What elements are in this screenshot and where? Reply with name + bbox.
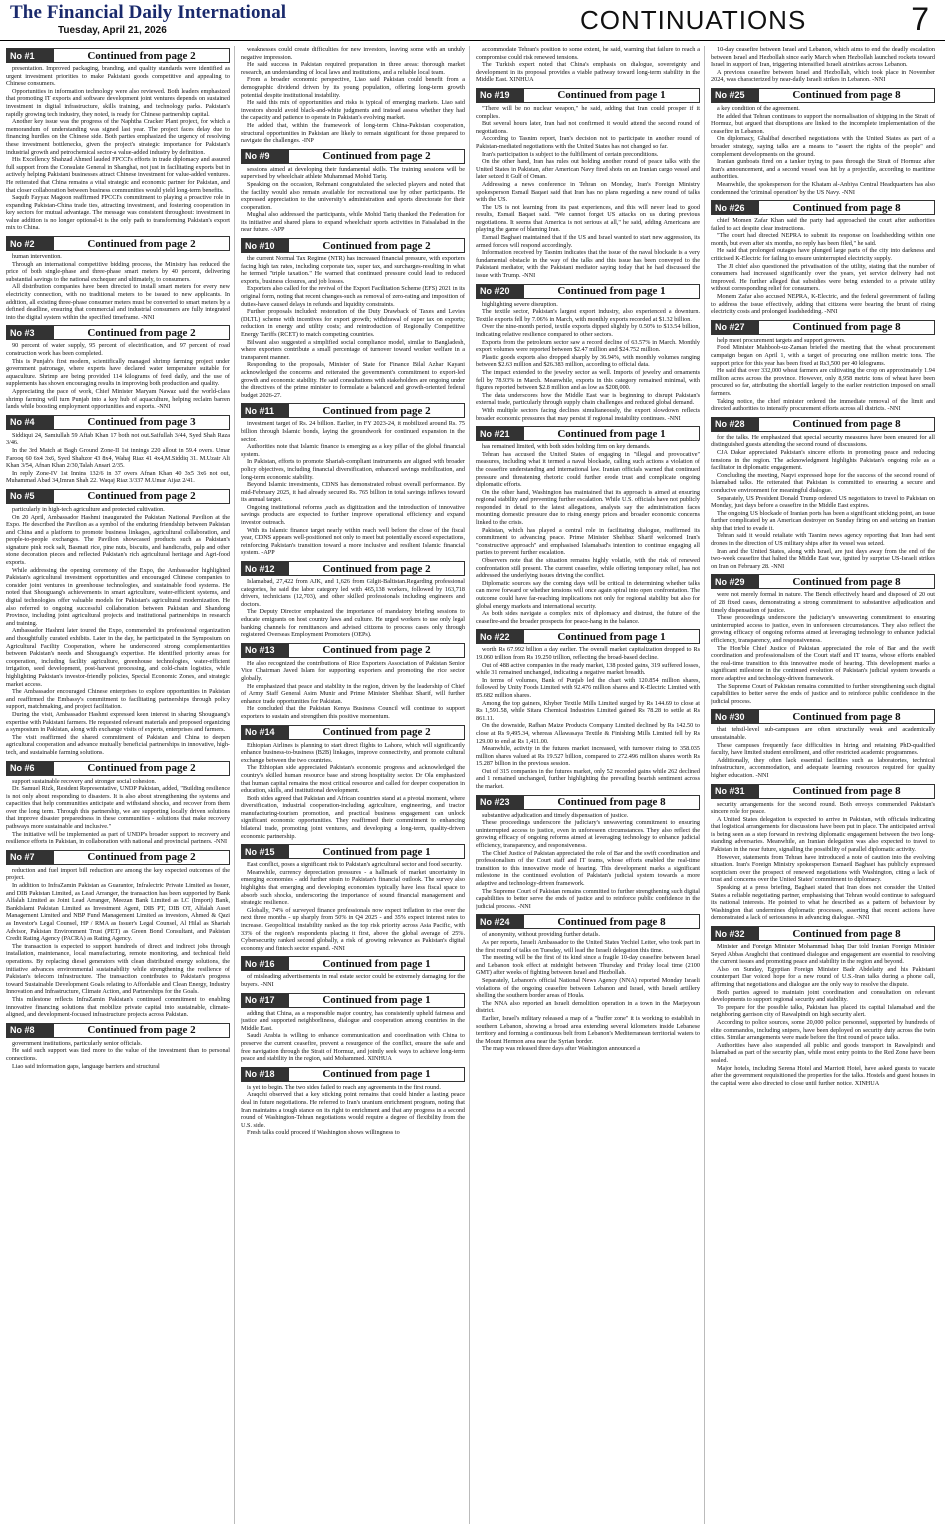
paragraph: chief Momen Zafar Khan said the party had approached the court after authorities failed to act despite clear instructions. (711, 217, 935, 232)
story (6, 415, 230, 485)
story-number: No #3 (6, 325, 54, 340)
story (6, 1023, 230, 1070)
story-number: No #32 (711, 926, 759, 941)
story-header (6, 325, 230, 340)
page-number: 7 (911, 1, 929, 37)
continued-from: Continued from page 2 (54, 325, 230, 340)
paragraph: The Deputy Director emphasized the importance of mandatory briefing sessions to educate emigrants on host country laws and culture. He urged workers to use only legal banking channels for remittances and advised citizens to process cases only through registered Overseas Employment Promoters (OEPs). (241, 608, 465, 639)
story-number: No #12 (241, 561, 289, 576)
story-header (241, 1067, 465, 1082)
paragraph: 10-day ceasefire between Israel and Lebanon, which aims to end the deadly escalation between Israel and Hezbollah since early March when Hezbollah launched rockets toward Israel in support of Iran, triggering intensified Israeli airstrikes across Lebanon. (711, 46, 935, 69)
story-number: No #26 (711, 200, 759, 215)
story (6, 236, 230, 321)
paragraph: The Turkish expert noted that China's emphasis on dialogue, sovereignty and development in its proposal provides a viable pathway toward long-term stability in the Middle East. XINHUA (476, 61, 700, 84)
paragraph: adding that China, as a responsible major country, has consistently upheld fairness and justice and supported neighborliness, dialogue and cooperation among countries in the Middle East. (241, 1009, 465, 1032)
paragraph: Iranian gunboats fired on a tanker trying to pass through the Strait of Hormuz after Iran's announcement, and a second vessel was hit by a projectile, according to maritime authorities. (711, 158, 935, 181)
paragraph: Separately, US President Donald Trump ordered US negotiators to travel to Pakistan on Monday, just days before a ceasefire in the Middle East expires. (711, 494, 935, 510)
paragraph: These campuses frequently face difficulties in hiring and retaining PhD-qualified faculty, have limited student enrollment, and offer restricted academic programmes. (711, 741, 935, 757)
story-header (476, 629, 700, 644)
continued-from: Continued from page 8 (759, 417, 935, 432)
story (6, 48, 230, 232)
paragraph: The visit reaffirmed the shared commitment of Pakistan and China to deepen agricultural cooperation and advance mutually beneficial partnerships in innovative, high-tech, and sustainable farming solutions. (6, 733, 230, 756)
story (241, 725, 465, 841)
columns (6, 46, 939, 1524)
story-header (6, 850, 230, 865)
story (6, 489, 230, 757)
story (241, 643, 465, 721)
continued-from: Continued from page 2 (289, 561, 465, 576)
paragraph: Through an international competitive bidding process, the Ministry has reduced the price of both single-phase and three-phase smart meters by 40 percent, delivering substantial savings to the national exchequer and ultimately, to consumers. (6, 260, 230, 283)
paragraph: Addressing a news conference in Tehran on Monday, Iran's Foreign Ministry spokesperson Esmail Baqaei said that Iran has no plans regarding a new round of talks with the US. (476, 180, 700, 204)
story-number: No #29 (711, 574, 759, 589)
paragraph: As both sides navigate a complex mix of diplomacy and distrust, the future of the ceasefire-and the broader prospects for peace-hang in the balance. (476, 610, 700, 625)
continued-from: Continued from page 8 (524, 914, 700, 929)
story-header (6, 761, 230, 776)
paragraph: Siddiqui 24, Samiullah 59 Aftab Khan 17 both not out.Saifullah 3/44, Syed Shah Raza 3/46. (6, 431, 230, 447)
story-number: No #6 (6, 761, 54, 776)
paragraph: He concluded that the Pakistan Kenya Business Council will continue to support exporters to sustain and strengthen this positive momentum. (241, 705, 465, 720)
story-header (711, 709, 935, 724)
continued-from: Continued from page 8 (759, 320, 935, 335)
story-header (6, 415, 230, 430)
paragraph: is yet to begin. The two sides failed to reach any agreements in the first round. (247, 1083, 441, 1091)
story (241, 1067, 465, 1137)
paragraph: Minister and Foreign Minister Mohammad Ishaq Dar told Iranian Foreign Minister Seyed Abbas Araghchi that continued dialogue and engagement are essential to resolving the current issues and promoting peace and stability in the region and beyond. (711, 943, 935, 966)
paragraph: a key condition of the agreement. (717, 104, 800, 112)
story-header (241, 643, 465, 658)
paragraph: On the other hand, Iran has rules out holding another round of peace talks with the United States in Pakistan, after American Navy fired shots on an Iranian cargo vessel and later seized it Gulf of Oman. (476, 158, 700, 181)
paragraph: Liao said information gaps, language barriers and structural (12, 1062, 160, 1070)
continued-from: Continued from page 8 (759, 784, 935, 799)
story (476, 426, 700, 625)
paragraph: Over the nine-month period, textile exports dipped slightly by 0.50% to $13.54 billion, indicating relative resilience compared to other sectors. (476, 323, 700, 338)
story-number: No #23 (476, 795, 524, 810)
story-number: No #24 (476, 914, 524, 929)
paragraph: CJA Dakar appreciated Pakistan's sincere efforts in promoting peace and reducing tensions in the region. The acknowledgment highlights Pakistan's ongoing role as a facilitator in diplomatic engagement. (711, 448, 935, 472)
paragraph: Meanwhile, the spokesperson for the Khatam al-Anbiya Central Headquarters has also condemned the 'criminal operation' by the US Navy. -NNI (711, 180, 935, 196)
continued-from: Continued from page 2 (289, 725, 465, 740)
story-number: No #10 (241, 238, 289, 253)
masthead (0, 0, 945, 41)
paragraph: Appreciating the pace of work, Chief Minister Maryam Nawaz said the world-class shrimp farming will turn Punjab into a key hub of aquaculture, helping reclaim barren lands while boosting employment opportunities and exports. -NNI (6, 387, 230, 411)
story-header (241, 725, 465, 740)
paragraph: "The court had directed NEPRA to submit its response on loadshedding within one month, but even after six months, no reply has been filed," he said. (711, 232, 935, 247)
paragraph: Iran and the United States, along with Israel, are just days away from the end of the two-week ceasefire that halted the Middle East war, ignited by surprise US-Israeli strikes on Iran on February 28. -NNI (711, 547, 935, 570)
story-number: No #7 (6, 850, 54, 865)
column (241, 46, 470, 1524)
paragraph: investment target of Rs. 24 billion. Earlier, in FY 2023-24, it mobilized around Rs. 75 billion through Islamic bonds, laying the groundwork for continued expansion in the sector. (241, 420, 465, 443)
paragraph: In reply Zone-IV 1st Innins 132/6 in 37 overs Afnan Khan 40 3x5 3x6 not out, Muhammad Abad 34,Imran Shah 22. Waqaj Riaz 3/337 M.Umar Aijaz 2/41. (6, 469, 230, 485)
paragraph: All distribution companies have been directed to install smart meters for every new electricity connection, with no traditional meters to be issued to new applicants. In addition, all existing three-phase consumer meters must be converted to smart meters by a defined deadline, ensuring that commercial and industrial consumers are fully integrated into the digital system within the specified timeframe. -NNI (6, 283, 230, 321)
paragraph: He said success in Pakistan required preparation in three areas: thorough market research, an understanding of local laws and institutions, and a reliable local team. (241, 61, 465, 76)
paragraph: Further proposals included: restoration of the Duty Drawback of Taxes and Levies (DLTL) scheme with incentives for export growth; withdrawal of super tax on exports; reduction in energy and utility costs; and reintroduction of Regionally Competitive Energy Tariffs (RCET) to match competing countries. (241, 308, 465, 338)
story-header (6, 236, 230, 251)
story (476, 46, 700, 84)
paragraph: The Supreme Court of Pakistan remains committed to further strengthening such digital capabilities to better serve the ends of justice and to reinforce public confidence in the judicial process. (711, 682, 935, 705)
continued-from: Continued from page 2 (54, 489, 230, 504)
story-number: No #13 (241, 643, 289, 658)
story-header (241, 844, 465, 859)
paragraph: He said that over 332,000 wheat farmers are cultivating the crop on approximately 1.94 million acres across the province. However, only 8,958 metric tons of wheat have been procured so far, attributing the shortfall largely to the earlier restriction imposed on small farmers. (711, 367, 935, 397)
continued-from: Continued from page 1 (524, 426, 700, 441)
continued-from: Continued from page 8 (759, 200, 935, 215)
story-header (711, 320, 935, 335)
story-header (476, 795, 700, 810)
paragraph: Plastic goods exports also dropped sharply by 36.94%, with monthly volumes ranging between $2.63 million and $26.383 million, according to official data. (476, 353, 700, 369)
paragraph: The Ambassador encouraged Chinese enterprises to explore opportunities in Pakistan and reaffirmed the Embassy's commitment to facilitating partnerships through policy support, matchmaking, and project facilitation. (6, 688, 230, 711)
paragraph: From a broader economic perspective, Liao said Pakistan could benefit from a demographic dividend driven by its young population, offering long-term growth potential despite institutional instability. (241, 76, 465, 99)
story-number: No #20 (476, 284, 524, 299)
story (711, 200, 935, 316)
story (711, 784, 935, 923)
story-header (711, 784, 935, 799)
paragraph: Diplomatic sources say the coming days will be critical in determining whether talks can move forward or whether tensions will once again spiral into open confrontation. The outcome could have far-reaching implications not only for regional stability but also for global energy markets and international security. (476, 579, 700, 610)
continued-from: Continued from page 1 (289, 993, 465, 1008)
paragraph: Food Minister Mahboob-uz-Zaman briefed the meeting that the wheat procurement campaign began on April 1, with a target of procuring one million metric tons. The support price for this year has been fixed at Rs3,500 per 40 kilograms. (711, 344, 935, 367)
paragraph: The US is not learning from its past experiences, and this will never lead to good results, Esmail Baqaei said. "We cannot forget US attacks on us during previous negotiations. It seems that America is not serious at all," he said, adding Americans are playing the game of blaming Iran. (476, 203, 700, 234)
paragraph: On the downside, Rafhan Maize Products Company Limited declined by Rs 142.50 to close at Rs 9,495.34, whereas Allawasaya Textile & Finishing Mills Limited fell by Rs 129.00 to end at Rs 1,411.00. (476, 722, 700, 745)
story-number: No #2 (6, 236, 54, 251)
story-header (241, 561, 465, 576)
paragraph: of misleading advertisements in real estate sector could be extremely damaging for the buyers. -NNI (241, 973, 465, 988)
story-header (711, 926, 935, 941)
paragraph: reduction and fuel import bill reduction are among the key expected outcomes of the project. (6, 866, 230, 882)
paragraph: Speaking at a press briefing, Baghaei stated that Iran does not consider the United States a reliable negotiating partner, emphasising that Tehran would continue to safeguard its national interests. He pointed to what he described as a pattern of behaviour by Washington that undermines diplomatic processes, asserting that recent actions have demonstrated a lack of seriousness in advancing dialogue. -NNI (711, 884, 935, 922)
story-number: No #11 (241, 403, 289, 418)
story (476, 914, 700, 1053)
paragraph: highlighting severe disruption. (482, 300, 558, 308)
story-header (6, 48, 230, 63)
paragraph: security arrangements for the second round. Both envoys commended Pakistan's sincere role for peace. (711, 800, 935, 816)
story (711, 46, 935, 84)
paragraph: On diplomacy, Ghalibaf described negotiations with the United States as part of a broader strategy, saying talks are a means to "assert the rights of the people" and complement developments on the ground. (711, 135, 935, 158)
paragraph: In addition to InfraZamin Pakistan as Guarantor, Infralectric Private Limited as Issuer, and DIB Pakistan Limited, as Lead Arranger, the transaction has been supported by Bank Alfalah Limited as Joint Lead Arranger, Meezan Bank Limited as LC (Import) Bank, BankIslami Pakistan Limited as Investment Agent, DIB PT, DIB OT, Alfalah Asset Management Limited and NBP Fund Management Limited as investors, Ahmed & Qazi as Investor's Legal Counsel, HP / RMA as Issuer's Legal Counsel, Al Hilal as Shariah Advisor, Pakistan Environment Trust (PET) as Green Bond Consultant, and Pakistan Credit Rating Agency (PACRA) as Rating Agency. (6, 882, 230, 943)
story-number: No #15 (241, 844, 289, 859)
paragraph: Taking notice, the chief minister ordered the immediate removal of the limit and directed authorities to intensify procurement efforts across all districts. -NNI (711, 397, 935, 413)
story-header (6, 1023, 230, 1038)
story-number: No #22 (476, 629, 524, 644)
column (711, 46, 939, 1524)
paragraph: accommodate Tehran's position to some extent, he said, warning that failure to reach a compromise could risk renewed tensions. (476, 46, 700, 61)
paragraph: With multiple sectors facing declines simultaneously, the export slowdown reflects broader economic pressures that may persist if regional instability continues. -NNI (476, 406, 700, 422)
continued-from: Continued from page 8 (759, 926, 935, 941)
story-header (241, 956, 465, 971)
story (476, 284, 700, 423)
paragraph: for the talks. He emphasized that special security measures have been ensured for all distinguished guests attending the second round of discussions. (711, 433, 935, 449)
paragraph: Saquib Fayyaz Magoon reaffirmed FPCCI's commitment to playing a proactive role in expanding Pakistan-China trade ties, attracting investment, and fostering cooperation in key sectors for mutual advantage. The message was consistent throughout: investment in value addition is no longer optional-it is the only path to transforming Pakistan's export mix to China. (6, 194, 230, 232)
story (476, 795, 700, 911)
paragraph: help meet procurement targets and support growers. (717, 336, 846, 344)
paragraph: Esmail Baghaei maintained that if the US and Israel wanted to start new aggression, its armed forces will respond accordingly. (476, 234, 700, 249)
paragraph: Exporters also called for the revival of the Export Facilitation Scheme (EFS) 2021 in its original form, noting that recent changes-such as removal of zero-rating and imposition of duties-have caused delays in refunds and liquidity constraints. (241, 285, 465, 308)
paragraph: Araqchi observed that a key sticking point remains that could hinder a lasting peace deal in future negotiations. He referred to Iran's uranium enrichment program, noting that Iran maintains a tough stance on its right to enrichment and that any progress in a second round of Washington-Tehran negotiations would require a degree of flexibility from the U.S. side. (241, 1091, 465, 1129)
continued-from: Continued from page 1 (289, 844, 465, 859)
paragraph: Exports from the petroleum sector saw a record decline of 63.57% in March. Monthly export volumes were reported between $2.47 million and $24.752 million. (476, 338, 700, 354)
paragraph: He said such support was tied more to the value of the investment than to personal connections. (6, 1047, 230, 1062)
story-header (241, 238, 465, 253)
story-header (476, 88, 700, 103)
story (476, 629, 700, 790)
story (6, 761, 230, 846)
continued-from: Continued from page 2 (54, 850, 230, 865)
paragraph: Bilwani also suggested a simplified social compliance model, similar to Bangladesh, where exporters contribute a small percentage of turnover toward worker welfare in a transparent manner. (241, 338, 465, 361)
paragraph: With its Islamic finance target nearly within reach well before the close of the fiscal year, CDNS appears well-positioned not only to meet but potentially exceed expectations, reinforcing Pakistan's transition toward a more inclusive and resilient Islamic financial system. -APP (241, 526, 465, 557)
paragraph: He added that, within the framework of long-term China-Pakistan cooperation, structural opportunities in Pakistan are likely to remain significant for those prepared to navigate the challenges. -INP (241, 121, 465, 145)
paragraph: A previous ceasefire between Israel and Hezbollah, which took place in November 2024, was characterized by near-daily Israeli strikes in Lebanon. -NNI (711, 68, 935, 84)
paragraph: While addressing the opening ceremony of the Expo, the Ambassador highlighted Pakistan's agricultural investment opportunities and encouraged Chinese companies to consider joint ventures in greenhouse technologies, and sustainable food systems. He noted that Shouguang's achievements in smart agriculture, water-efficient systems, and digital technologies offer valuable models for Pakistan's agricultural modernization. He also referred to ongoing successful collaboration between Pakistan and Shandong Province, including joint agricultural projects and institutional partnerships in research and training. (6, 566, 230, 627)
continued-from: Continued from page 8 (759, 574, 935, 589)
continued-from: Continued from page 2 (289, 403, 465, 418)
newspaper-title: The Financial Daily International (10, 2, 287, 23)
story-header (476, 914, 700, 929)
paragraph: Meanwhile, currency depreciation pressures - a hallmark of market uncertainty in emerging economies - add further strain to Pakistan's financial outlook. The survey also highlights that emerging and developing economies typically have less fiscal space to absorb such shocks, underscoring the importance of sound financial management and strategic resilience. (241, 868, 465, 907)
paragraph: Monem Zafar also accused NEPRA, K-Electric, and the federal government of failing to address the issue effectively, adding that citizens were bearing the brunt of rising electricity costs and prolonged loadshedding. -NNI (711, 293, 935, 316)
continued-from: Continued from page 2 (289, 238, 465, 253)
story (241, 238, 465, 399)
story-number: No #25 (711, 88, 759, 103)
continued-from: Continued from page 1 (289, 956, 465, 971)
story-header (476, 426, 700, 441)
continued-from: Continued from page 2 (289, 149, 465, 164)
paragraph: According to Tasnim report, Iran's decision not to participate in another round of Pakistan-mediated negotiations with the United States has not changed so far. (476, 135, 700, 150)
paragraph: government institutions, particularly senior officials. (12, 1039, 143, 1047)
paragraph: Concluding the meeting, Naqvi expressed hope for the success of the second round of Islamabad talks. He reiterated that Pakistan is committed to ensuring a secure and conducive environment for meaningful dialogue. (711, 471, 935, 494)
paragraph: The JI chief also questioned the privatisation of the utility, stating that the number of consumers had increased significantly over the years, yet service delivery had not improved. He further alleged that subsidies were being extended to a private utility without corresponding relief for consumers. (711, 262, 935, 293)
paragraph: Another key issue was the progress of the Naphtha Cracker Plant project, for which a memorandum of understanding was signed last year. The project faces delay due to financing hurdles on the Chinese side. Both parties emphasized the urgency of resolving these investment bottlenecks, given the project's strategic importance for Pakistan's industrial growth and petrochemical sector-a value-added industry by definition. (6, 118, 230, 156)
paragraph: However, statements from Tehran have introduced a note of caution into the evolving situation. Iran's Foreign Ministry spokesperson Esmaeil Baghaei has publicly expressed scepticism over the prospect of renewed negotiations with Washington, citing a lack of trust and concerns over the United States' commitment to diplomacy. (711, 853, 935, 884)
story (241, 844, 465, 952)
paragraph: Pakistan, which has played a central role in facilitating dialogue, reaffirmed its commitment to advancing peace. Prime Minister Shehbaz Sharif welcomed Iran's "constructive approach" and emphasised Islamabad's intention to continue engaging all parties to prevent further escalation. (476, 526, 700, 557)
paragraph: The Supreme Court of Pakistan remains committed to further strengthening such digital capabilities to better serve the ends of justice and to reinforce public confidence in the judicial process. -NNI (476, 887, 700, 910)
story (476, 88, 700, 280)
paragraph: Separately, Lebanon's official National News Agency (NNA) reported Monday Israeli violations of the ongoing ceasefire between Lebanon and Israel, with Israeli artillery shelling the southern border areas of Houla. (476, 976, 700, 1000)
paragraph: Ongoing institutional reforms ,such as digitization and the introduction of innovative savings products are expected to further improve operational efficiency and expand investor outreach. (241, 503, 465, 527)
story-number: No #8 (6, 1023, 54, 1038)
paragraph: He also recognized the contributions of Rice Exporters Association of Pakistan Senior Vice Chairman Javed Islam for supporting exporters and promoting the rice sector globally. (241, 659, 465, 682)
continued-from: Continued from page 2 (54, 761, 230, 776)
paragraph: To prepare for the possible talks, Pakistan has placed its capital Islamabad and the neighboring garrison city of Rawalpindi on high security alert. (711, 1003, 935, 1019)
paragraph: Mughal also addressed the participants, while Mohid Tariq thanked the Federation for its initiative and shared plans to expand wheelchair sports activities in Faisalabad in the near future. -APP (241, 211, 465, 234)
paragraph: This milestone reflects InfraZamin Pakistan's continued commitment to enabling innovative financing solutions that mobilize private capital into sustainable, climate-aligned, and development-focused infrastructure projects across Pakistan. (6, 995, 230, 1019)
story-header (711, 88, 935, 103)
paragraph: He said that prolonged outages have plunged large parts of the city into darkness and criticised K-Electric for failing to ensure uninterrupted electricity supply. (711, 247, 935, 263)
paragraph: He added that Tehran continues to support the normalisation of shipping in the Strait of Hormuz, but argued that disruptions are linked to the incomplete implementation of the ceasefire in Lebanon. (711, 112, 935, 135)
paragraph: But several hours later, Iran had not confirmed it would attend the second round of negotiations. (476, 120, 700, 135)
paragraph: has remained limited, with both sides holding firm on key demands. (482, 443, 651, 451)
story-header (241, 993, 465, 1008)
paragraph: The transaction is expected to support hundreds of direct and indirect jobs through installation, maintenance, local manufacturing, remote monitoring, and technical field operations. By replacing diesel generators with clean distributed energy solutions, the initiative advances environmental sustainability while strengthening the resilience of Pakistan's telecom infrastructure. The transaction contributes to Pakistan's progress toward Sustainable Development Goals relating to Affordable and Clean Energy, Industry Innovation and Infrastructure, Climate Action, and Partnerships for the Goals. (6, 942, 230, 996)
continued-from: Continued from page 1 (524, 284, 700, 299)
paragraph: Beyond Islamic investments, CDNS has demonstrated robust overall performance. By mid-February 2025, it had already secured Rs. 765 billion in total savings inflows toward its annual target. (241, 481, 465, 504)
paragraph: Major hotels, including Serena Hotel and Marriott Hotel, have asked guests to vacate after the government requisitioned the properties for the talks. Hostels and guest houses in the capital were also directed to close until further notice. XINHUA (711, 1064, 935, 1087)
paragraph: Authorities note that Islamic finance is emerging as a key pillar of the global financial system. (241, 443, 465, 458)
column (6, 46, 235, 1524)
story-number: No #1 (6, 48, 54, 63)
story (711, 320, 935, 413)
story-number: No #21 (476, 426, 524, 441)
paragraph: substantive adjudication and timely dispensation of justice. (482, 811, 629, 819)
paragraph: Meanwhile, activity in the futures market increased, with turnover rising to 358.035 million shares valued at Rs 19.527 billion, compared to 272.496 million shares worth Rs 15.287 billion in the previous session. (476, 745, 700, 768)
story-number: No #19 (476, 88, 524, 103)
story (6, 850, 230, 1019)
paragraph: The textile sector, Pakistan's largest export industry, also experienced a downturn. Textile exports fell by 7.06% in March, with monthly exports recorded at $1.32 billion. (476, 308, 700, 323)
continued-from: Continued from page 1 (524, 88, 700, 103)
paragraph: support sustainable recovery and stronger social cohesion. (12, 777, 157, 785)
paragraph: East conflict, poses a significant risk to Pakistan's agricultural sector and food security. (247, 861, 463, 869)
paragraph: Iran's participation is subject to the fulfillment of certain preconditions. (482, 150, 659, 158)
story-number: No #5 (6, 489, 54, 504)
story-number: No #30 (711, 709, 759, 724)
continued-from: Continued from page 8 (759, 709, 935, 724)
paragraph: The ongoing US blockade of Iranian ports has been a significant sticking point, an issue further complicated by an American destroyer on Sunday firing on and seizing an Iranian ship that tried to evade it. (711, 509, 935, 532)
paragraph: 90 percent of water supply, 95 percent of electrification, and 97 percent of road construction work has been completed. (6, 342, 230, 357)
story-header (711, 574, 935, 589)
paragraph: The impact extended to the jewelry sector as well. Imports of jewelry and ornaments fell by 78.93% in March. Meanwhile, exports in this category remained minimal, with figures reported between $2.8 million and as low as $208,000. (476, 368, 700, 392)
story (711, 417, 935, 571)
paragraph: Opportunities in information technology were also reviewed. Both leaders emphasized that promoting IT exports and software development joint ventures depends on sustained investment in digital infrastructure, skills training, and technology parks. Pakistan's rapidly growing tech industry, they noted, is ready for Chinese partnership capital. (6, 87, 230, 118)
paragraph: Additionally, they often lack essential facilities such as laboratories, technical infrastructure, accommodation, and adequate learning resources required for quality higher education. -NNI (711, 756, 935, 779)
paragraph: Out of 488 active companies in the ready market, 138 posted gains, 319 suffered losses, while 31 remained unchanged, indicating a negative market breadth. (476, 661, 700, 677)
paragraph: Tehran said it would retaliate with Tasnim news agency reporting that Iran had sent drones in the direction of US military ships after its vessel was seized. (711, 532, 935, 548)
paragraph: Responding to the proposals, Minister of State for Finance Bilal Azhar Kayani acknowledged the concerns and reiterated the government's commitment to export-led growth and economic stability. He said consultations with stakeholders are ongoing under the directives of the prime minister to formulate a balanced and growth-oriented federal budget 2026-27. (241, 361, 465, 399)
continued-from: Continued from page 8 (759, 88, 935, 103)
story (711, 574, 935, 705)
paragraph: Information received by Tasnim indicates that the issue of the naval blockade is a very fundamental obstacle in the way of the talks and this issue has been conveyed to the Pakistani mediator, with the Pakistani mediator saying today that he had discussed the issue with Trump. -NNI (476, 249, 700, 280)
paragraph: He said this mix of opportunities and risks is typical of emerging markets. Liao said investors should avoid black-and-white judgments and instead assess whether they had the capacity and patience to operate in Pakistan's evolving market. (241, 99, 465, 122)
paragraph: Observers note that the situation remains highly volatile, with the risk of renewed confrontation still present. The current ceasefire, while offering temporary relief, has not addressed the underlying issues driving the conflict. (476, 557, 700, 580)
paragraph: human intervention. (12, 253, 62, 261)
story (711, 88, 935, 196)
paragraph: Earlier, Israel's military released a map of a "buffer zone" it is working to establish in southern Lebanon, showing a broad area extending several kilometers inside Lebanese territory and forming a continuous belt from Lebanon's Mediterranean territorial waters to the Mount Hermon area near the Syrian border. (476, 1014, 700, 1045)
paragraph: The data underscores how the Middle East war is beginning to disrupt Pakistan's external trade, particularly through supply chain challenges and reduced global demand. (476, 391, 700, 407)
story-header (241, 403, 465, 418)
story-header (476, 284, 700, 299)
story (241, 993, 465, 1063)
issue-date: Tuesday, April 21, 2026 (58, 25, 167, 36)
paragraph: were not merely formal in nature. The Bench effectively heard and disposed of 20 out of 28 fixed cases, demonstrating a strong commitment to substantive adjudication and timely dispensation of justice. (711, 591, 935, 614)
story-header (711, 200, 935, 215)
continued-from: Continued from page 3 (54, 415, 230, 430)
continued-from: Continued from page 2 (54, 236, 230, 251)
paragraph: This is Punjab's first modern, scientifically managed shrimp farming project under government patronage, where experts have declared water temperature suitable for aquaculture. Shrimp are being provided 114 kilograms of feed daily, and the use of supplements has shown encouraging results in improving both production and quality. (6, 357, 230, 388)
paragraph: Authorities have also suspended all public and goods transport in Rawalpindi and Islamabad as part of the security plan, while most entry points to the Red Zone have been sealed. (711, 1041, 935, 1064)
continued-from: Continued from page 1 (289, 1067, 465, 1082)
paragraph: His Excellency Shahzad Ahmed lauded FPCCI's efforts in trade diplomacy and assured full support from the Consulate General in Shanghai, not just in facilitating exports but in actively helping Pakistani businesses attract Chinese investment for value-added ventures. He reiterated that China remains a vital strategic and economic partner for Pakistan, and that closer collaboration between business communities would yield long-term benefits. (6, 156, 230, 194)
paragraph: On the other hand, Washington has maintained that its approach is aimed at ensuring regional stability and preventing further escalation. While U.S. officials have not publicly responded in detail to the latest allegations, analysts say the administration faces mounting domestic pressure due to rising energy prices and broader economic concerns linked to the crisis. (476, 488, 700, 527)
paragraph: The Chief Justice of Pakistan appreciated the role of Bar and the swift coordination and professionalism of the Court staff and IT teams, whose efforts enabled the real-time transition to this innovative mode of hearing. This development marks a significant milestone in the continued evolution of Pakistan's judicial system towards a more adaptive and technology-driven framework. (476, 849, 700, 887)
paragraph: Islamabad, 27,422 from AJK, and 1,626 from Gilgit-Baltistan.Regarding professional categories, he said the labor category led with 465,138 workers, followed by 163,718 drivers, technicians (12,703), and other skilled professionals including engineers and doctors. (241, 578, 465, 608)
paragraph: During the visit, Ambassador Hashmi expressed keen interest in sharing Shouguang's expertise with Pakistani farmers. He requested relevant materials and proposed organizing a symposium in Pakistan, along with exchange visits of experts, enterprises and farmers. (6, 710, 230, 734)
paragraph: "There will be no nuclear weapon," he said, adding that Iran could prosper if it complies. (476, 104, 700, 120)
story-number: No #17 (241, 993, 289, 1008)
paragraph: Speaking on the occasion, Rehmani congratulated the selected players and noted that the facility would also remain available for recreational use by other participants. He expressed appreciation to the university's administration and sports directorate for their cooperation. (241, 180, 465, 211)
story-number: No #14 (241, 725, 289, 740)
paragraph: These proceedings underscore the judiciary's unwavering commitment to ensuring uninterrupted access to justice, even in unforeseen circumstances. They also reflect the growing efficacy of ongoing reforms aimed at leveraging technology to enhance judicial efficiency, transparency, and responsiveness. (711, 614, 935, 644)
paragraph: Fresh talks could proceed if Washington shows willingness to (247, 1129, 400, 1137)
paragraph: Ethiopian Airlines is planning to start direct flights to Lahore, which will significantly enhance business-to-business (B2B) linkages, improve connectivity, and promote cultural exchange between the two countries. (241, 741, 465, 764)
paragraph: weaknesses could create difficulties for new investors, leaving some with an unduly negative impression. (241, 46, 465, 61)
column (476, 46, 705, 1524)
story-number: No #9 (241, 149, 289, 164)
paragraph: He emphasized that peace and stability in the region, driven by the leadership of Chief of Army Staff General Asim Munir and Prime Minister Shehbaz Sharif, will further enhance trade opportunities for Pakistan. (241, 682, 465, 705)
paragraph: Globally, 74% of surveyed finance professionals now expect inflation to rise over the next three months - up sharply from 50% in Q4 2025 - and 35% expect interest rates to increase. Geopolitical instability ranked as the top risk priority across Asia Pacific, with 33% of the region's respondents placing it first, above the global average of 25%. Cybersecurity ranked second globally, a risk of growing relevance as Pakistan's digital economy and fintech sector expand. -NNI (241, 906, 465, 952)
paragraph: Ambassador Hashmi later toured the Expo, commended its professional organization and thoughtfully curated exhibits. Later in the day, he participated in the Symposium on Agricultural Facility Cooperation, where he underscored strong complementarities between Pakistan's needs and Shouguang's expertise. He identified priority areas for cooperation, including facility agriculture, greenhouse technologies, water-efficient irrigation, seed development, post-harvest processing, and cold-chain logistics, while highlighting Pakistan's investor-friendly policies, Special Economic Zones, and strategic market access. (6, 627, 230, 688)
paragraph: Among the top gainers, Khyber Textile Mills Limited surged by Rs 144.69 to close at Rs 1,591.58, while Sitara Chemical Industries Limited gained Rs 78.28 to settle at Rs 861.11. (476, 699, 700, 722)
continued-from: Continued from page 1 (524, 629, 700, 644)
story (711, 709, 935, 779)
paragraph: Out of 315 companies in the futures market, only 52 recorded gains while 262 declined and 1 remained unchanged, further highlighting the prevailing bearish sentiment across the market. (476, 767, 700, 791)
story-number: No #28 (711, 417, 759, 432)
story (241, 46, 465, 145)
story-header (711, 417, 935, 432)
paragraph: the current Normal Tax Regime (NTR) has increased financial pressure, with exporters facing high tax rates, including corporate tax, super tax, and surcharges-resulting in what he termed "triple taxation." He warned that continued pressure could lead to reduced exports, business closures, and job losses. (241, 255, 465, 285)
story-number: No #16 (241, 956, 289, 971)
paragraph: In the 3rd Match at Bagh Ground Zone-II 1st innings 220 allout in 59.4 overs. Umar Farooq 60 6x4 3x6, Syed Shahzor 43 8x4, Wahaj Riaz 41 4x4,M.Siddiq 31. M.Uzair Ali Khan 3/54, Afnan Khan 2/30,Talah Ansari 2/35. (6, 446, 230, 470)
paragraph: A United States delegation is expected to arrive in Pakistan, with officials indicating that logistical arrangements for discussions have been put in place. The anticipated arrival is being seen as a step forward in reviving diplomatic engagement between the two long-standing adversaries. Meanwhile, an Iranian delegation was also expected to travel to Pakistan in the near future, signalling the possibility of parallel diplomatic activity. (711, 815, 935, 854)
paragraph: In Pakistan, efforts to promote Shariah-compliant instruments are aligned with broader policy objectives, including financial diversification, enhanced savings mobilization, and long-term economic stability. (241, 458, 465, 481)
continued-from: Continued from page 2 (54, 1023, 230, 1038)
story-number: No #4 (6, 415, 54, 430)
paragraph: of anonymity, without providing further details. (482, 931, 600, 939)
paragraph: that tehsil-level sub-campuses are often structurally weak and academically unsustainable. (711, 726, 935, 741)
paragraph: particularly in high-tech agriculture and protected cultivation. (12, 505, 165, 513)
paragraph: These proceedings underscore the judiciary's unwavering commitment to ensuring uninterrupted access to justice, even in unforeseen circumstances. They also reflect the growing efficacy of ongoing reforms aimed at leveraging technology to enhance judicial efficiency, transparency, and responsiveness. (476, 819, 700, 850)
paragraph: Dr. Samuel Rizk, Resident Representative, UNDP Pakistan, added, "Building resilience is not only about responding to disasters. It is also about strengthening the systems and capacities that help communities anticipate and withstand shocks, and recover from them over the long term. Through this partnership, we are supporting locally driven solutions that improve disaster preparedness in these communities - solutions that make recovery pathways more sustainable and inclusive." (6, 785, 230, 831)
story-number: No #18 (241, 1067, 289, 1082)
paragraph: The NNA also reported an Israeli demolition operation in a town in the Marjeyoun district. (476, 999, 700, 1015)
paragraph: According to police sources, some 20,000 police personnel, supported by hundreds of elite commandos, including snipers, have been deployed on security duty across the twin cities. Similar arrangements were made before the first round of peace talks. (711, 1018, 935, 1042)
paragraph: The initiative will be implemented as part of UNDP's broader support to recovery and resilience efforts in Pakistan, in collaboration with national and provincial partners. -NNI (6, 830, 230, 846)
continued-from: Continued from page 8 (524, 795, 700, 810)
paragraph: As per reports, Israeli Ambassador to the United States Yechiel Leiter, who took part in the first round of talks on Tuesday, will lead the Israeli delegation this time. (476, 938, 700, 954)
story (241, 403, 465, 557)
paragraph: worth Rs 67.992 billion a day earlier. The overall market capitalization dropped to Rs 19.060 trillion from Rs 19.250 trillion, reflecting the broad-based decline. (476, 646, 700, 661)
story (241, 561, 465, 639)
story-header (241, 149, 465, 164)
story (711, 926, 935, 1087)
story-number: No #31 (711, 784, 759, 799)
paragraph: presentation. Improved packaging, branding, and quality standards were identified as urgent investment priorities to make Pakistani goods competitive and appealing to Chinese consumers. (6, 65, 230, 88)
paragraph: The meeting will be the first of its kind since a fragile 10-day ceasefire between Israel and Lebanon took effect at midnight between Thursday and Friday local time (2100 GMT) after weeks of fighting between Israel and Hezbollah. (476, 954, 700, 977)
section-title: CONTINUATIONS (580, 5, 807, 35)
paragraph: Saudi Arabia is willing to enhance communication and coordination with China to preserve the current ceasefire, prevent a resurgence of the conflict, ensure the safe and free navigation through the Strait of Hormuz, and jointly seek ways to achieve long-term peace and stability in the region, said Mohammed. XINHUA (241, 1032, 465, 1063)
story-header (6, 489, 230, 504)
story (6, 325, 230, 410)
paragraph: Both sides agreed that Pakistan and African countries stand at a pivotal moment, where diversification, industrial cooperation-including agriculture, engineering, and tractor manufacturing-tourism promotion, and practical business engagement can unlock significant economic opportunities. They reaffirmed their commitment to enhancing bilateral trade, promoting joint ventures, and developing a long-term, quality-driven economic partnership. (241, 794, 465, 840)
paragraph: On 20 April, Ambassador Hashmi inaugurated the Pakistan National Pavilion at the Expo. He described the Pavilion as a symbol of the enduring friendship between Pakistan and China and a platform to promote business linkages, agricultural collaboration, and people-to-people exchanges. The Pavilion showcased products such as Pakistan's signature pink rock salt, Basmati rice, pine nuts, biscuits, and handicrafts, pulp and other stone decoration pieces and reflected Pakistan's rich agricultural heritage and Agri-food exports. (6, 513, 230, 567)
paragraph: In terms of volumes, Bank of Punjab led the chart with 120.854 million shares, followed by Unity Foods Limited with 92.476 million shares and K-Electric Limited with 85.682 million shares. (476, 676, 700, 699)
story (241, 149, 465, 234)
paragraph: Both parties agreed to maintain joint coordination and consultation on relevant developments to support regional security and stability. (711, 988, 935, 1004)
continued-from: Continued from page 2 (54, 48, 230, 63)
paragraph: The map was released three days after Washington announced a (482, 1045, 640, 1053)
paragraph: The Ethiopian side appreciated Pakistan's economic progress and acknowledged the country's skilled human resource base and strong hospitality sector. Dr Ola emphasized that human capital remains the most critical resource and called for deeper cooperation in education, skills, and institutional development. (241, 764, 465, 795)
story-number: No #27 (711, 320, 759, 335)
paragraph: Also on Sunday, Egyptian Foreign Minister Badr Abdelatty and his Pakistani counterpart Dar voiced hope for a new round of U.S.-Iran talks during a phone call, affirming that negotiations and dialogue are the only way to resolve the dispute. (711, 965, 935, 988)
story (241, 956, 465, 988)
paragraph: sessions aimed at developing their fundamental skills. The training sessions will be supervised by wheelchair athlete Muhammad Mohid Tariq. (241, 165, 465, 181)
paragraph: Tehran has accused the United States of engaging in "illegal and provocative" measures, including what it termed a naval blockade, calling such actions a violation of the ceasefire understanding and international law. Iranian officials warned that continued pressure and threatening rhetoric could further erode trust and complicate ongoing diplomatic efforts. (476, 450, 700, 489)
paragraph: The Hon'ble Chief Justice of Pakistan appreciated the role of Bar and the swift coordination and professionalism of the Court staff and IT teams, whose efforts enabled the real-time transition to this innovative mode of hearing. This development marks a significant milestone in the continued evolution of Pakistan's judicial system towards a more adaptive and technology-driven framework. (711, 644, 935, 682)
continued-from: Continued from page 2 (289, 643, 465, 658)
